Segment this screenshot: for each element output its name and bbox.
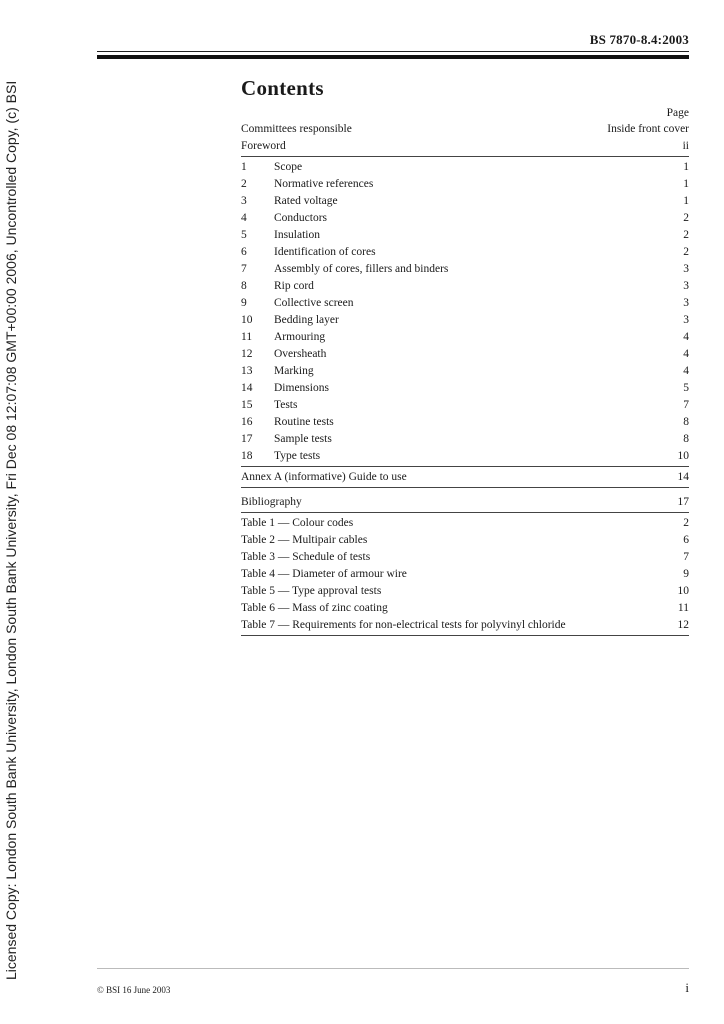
toc-entry-clause[interactable]: [241, 176, 689, 193]
clause-number: 12: [241, 348, 253, 360]
page-title: Contents: [241, 76, 324, 100]
clause-list: [241, 159, 689, 465]
toc-entry-title: Insulation: [274, 229, 320, 241]
toc-entry-page: 9: [683, 568, 689, 580]
header-rule-thick: [97, 55, 689, 59]
clause-number: 3: [241, 195, 247, 207]
section-divider: [241, 156, 689, 157]
section-divider: [241, 466, 689, 467]
toc-entry-title: Conductors: [274, 212, 328, 224]
toc-entry-title: Identification of cores: [274, 246, 376, 258]
toc-entry-page: 3: [683, 263, 689, 275]
clause-number: 6: [241, 246, 247, 258]
toc-entry-page: 1: [683, 178, 689, 190]
toc-entry-title: Marking: [274, 365, 314, 377]
toc-entry-page: 3: [683, 280, 689, 292]
toc-entry-page: 1: [683, 195, 689, 207]
toc-entry-clause[interactable]: [241, 414, 689, 431]
toc-entry-title: Armouring: [274, 331, 326, 343]
toc-entry-table[interactable]: [241, 515, 689, 532]
toc-entry-clause[interactable]: [241, 193, 689, 210]
license-watermark: Licensed Copy: London South Bank University, London South Bank University, Fri Dec 08 12:07:08 GMT+00:00 2006, Uncontrolled Copy, (c) BSI: [3, 80, 19, 980]
toc-entry-clause[interactable]: [241, 312, 689, 329]
section-divider: [241, 635, 689, 636]
toc-entry-annex-a[interactable]: [241, 469, 689, 486]
toc-entry-title: Routine tests: [274, 416, 334, 428]
clause-number: 8: [241, 280, 247, 292]
toc-entry-clause[interactable]: [241, 227, 689, 244]
toc-entry-clause[interactable]: [241, 363, 689, 380]
section-divider: [241, 512, 689, 513]
toc-entry-page: 4: [683, 348, 689, 360]
footer-rule: [97, 968, 689, 969]
toc-entry-page: 7: [683, 551, 689, 563]
clause-number: 10: [241, 314, 253, 326]
toc-entry-title: Rip cord: [274, 280, 314, 292]
copyright-notice: © BSI 16 June 2003: [97, 985, 171, 995]
toc-entry-title: Table 4 — Diameter of armour wire: [241, 568, 407, 580]
toc-entry-title: Normative references: [274, 178, 374, 190]
toc-entry-page: 2: [683, 517, 689, 529]
toc-entry-page: Inside front cover: [607, 123, 689, 135]
toc-entry-table[interactable]: [241, 617, 689, 634]
clause-number: 14: [241, 382, 253, 394]
toc-entry-title: Table 6 — Mass of zinc coating: [241, 602, 388, 614]
table-list: [241, 515, 689, 634]
toc-entry-page: 4: [683, 331, 689, 343]
toc-entry-page: 7: [683, 399, 689, 411]
toc-entry-bibliography[interactable]: [241, 494, 689, 511]
clause-number: 17: [241, 433, 253, 445]
toc-entry-table[interactable]: [241, 549, 689, 566]
page-number: i: [685, 980, 689, 995]
toc-entry-table[interactable]: [241, 583, 689, 600]
clause-number: 15: [241, 399, 253, 411]
clause-number: 16: [241, 416, 253, 428]
toc-entry-title: Collective screen: [274, 297, 354, 309]
toc-entry-title: Bibliography: [241, 496, 302, 508]
toc-entry-page: 2: [683, 246, 689, 258]
toc-entry-table[interactable]: [241, 566, 689, 583]
clause-number: 18: [241, 450, 253, 462]
section-divider: [241, 487, 689, 488]
toc-entry-title: Table 1 — Colour codes: [241, 517, 354, 529]
page-column-label: Page: [666, 107, 689, 119]
toc-entry-clause[interactable]: [241, 346, 689, 363]
toc-entry-page: 11: [677, 602, 689, 614]
toc-entry-title: Oversheath: [274, 348, 327, 360]
toc-entry-title: Committees responsible: [241, 123, 352, 135]
toc-entry-clause[interactable]: [241, 278, 689, 295]
clause-number: 7: [241, 263, 247, 275]
toc-entry-page: 3: [683, 297, 689, 309]
toc-entry-title: Foreword: [241, 140, 286, 152]
toc-entry-page: 14: [677, 471, 689, 483]
toc-entry-title: Bedding layer: [274, 314, 339, 326]
header-rule-thin: [97, 51, 689, 52]
toc-entry-page: 5: [683, 382, 689, 394]
toc-entry-committees[interactable]: [241, 121, 689, 138]
table-of-contents: [241, 105, 689, 638]
toc-entry-title: Table 2 — Multipair cables: [241, 534, 368, 546]
toc-entry-page: 1: [683, 161, 689, 173]
toc-entry-page: 10: [677, 585, 689, 597]
toc-entry-clause[interactable]: [241, 261, 689, 278]
toc-entry-page: 17: [677, 496, 689, 508]
toc-entry-table[interactable]: [241, 532, 689, 549]
toc-entry-title: Assembly of cores, fillers and binders: [274, 263, 449, 275]
toc-entry-clause[interactable]: [241, 397, 689, 414]
toc-entry-page: 6: [683, 534, 689, 546]
clause-number: 13: [241, 365, 253, 377]
toc-entry-table[interactable]: [241, 600, 689, 617]
clause-number: 4: [241, 212, 247, 224]
toc-entry-clause[interactable]: [241, 380, 689, 397]
toc-entry-page: 8: [683, 433, 689, 445]
toc-entry-title: Annex A (informative) Guide to use: [241, 471, 407, 483]
toc-entry-page: 4: [683, 365, 689, 377]
toc-entry-title: Dimensions: [274, 382, 329, 394]
toc-entry-foreword[interactable]: [241, 138, 689, 155]
toc-entry-clause[interactable]: [241, 448, 689, 465]
toc-entry-page: 12: [677, 619, 689, 631]
toc-entry-title: Table 7 — Requirements for non-electrical tests for polyvinyl chloride: [241, 619, 566, 631]
standard-number: BS 7870-8.4:2003: [589, 32, 689, 47]
toc-entry-page: 8: [683, 416, 689, 428]
toc-entry-title: Table 5 — Type approval tests: [241, 585, 382, 597]
toc-entry-clause[interactable]: [241, 159, 689, 176]
toc-entry-clause[interactable]: [241, 244, 689, 261]
toc-entry-clause[interactable]: [241, 431, 689, 448]
toc-entry-page: ii: [682, 140, 689, 152]
clause-number: 11: [241, 331, 253, 343]
clause-number: 1: [241, 161, 247, 173]
toc-entry-title: Scope: [274, 161, 303, 173]
toc-entry-title: Rated voltage: [274, 195, 338, 207]
toc-entry-page: 2: [683, 229, 689, 241]
toc-entry-page: 3: [683, 314, 689, 326]
toc-entry-clause[interactable]: [241, 210, 689, 227]
clause-number: 9: [241, 297, 247, 309]
clause-number: 5: [241, 229, 247, 241]
toc-entry-clause[interactable]: [241, 329, 689, 346]
clause-number: 2: [241, 178, 247, 190]
toc-entry-title: Sample tests: [274, 433, 332, 445]
toc-entry-title: Table 3 — Schedule of tests: [241, 551, 371, 563]
toc-entry-page: 2: [683, 212, 689, 224]
toc-entry-clause[interactable]: [241, 295, 689, 312]
toc-entry-page: 10: [677, 450, 689, 462]
toc-entry-title: Type tests: [274, 450, 321, 462]
toc-entry-title: Tests: [274, 399, 298, 411]
